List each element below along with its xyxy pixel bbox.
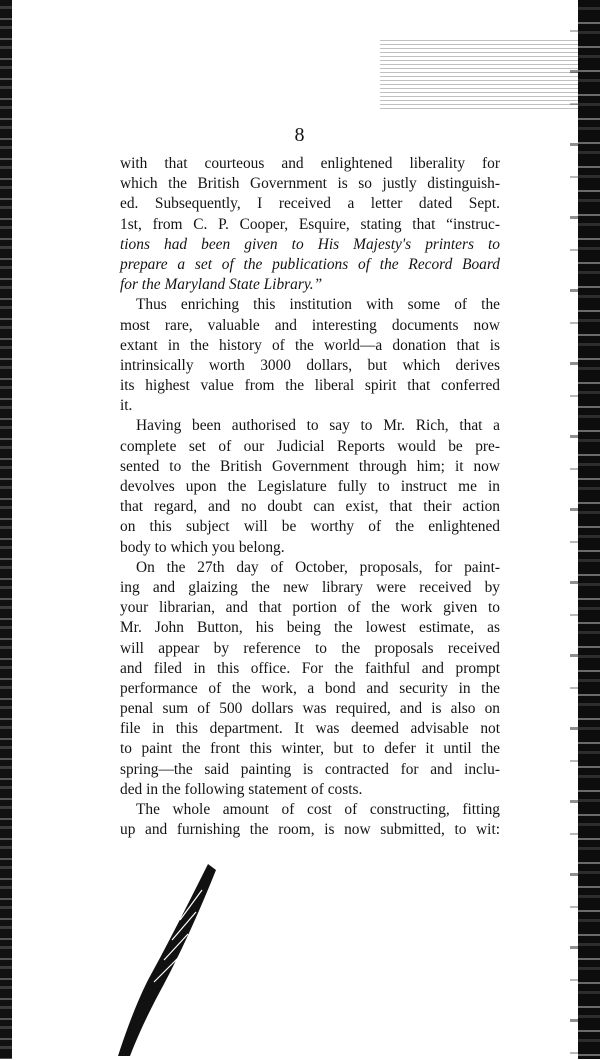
- text-line: Having been authorised to say to Mr. Rich, that a: [136, 417, 500, 435]
- text-line: ded in the following statement of costs.: [120, 780, 363, 798]
- text-line: extant in the history of the world—a donation that is: [120, 336, 500, 354]
- scan-edge-shadow: [570, 0, 578, 1059]
- text-line: ed. Subsequently, I received a letter dated Sept.: [120, 195, 500, 213]
- text-line: penal sum of 500 dollars was required, and is also on: [120, 700, 500, 718]
- text-line: Mr. John Button, his being the lowest estimate, as: [120, 619, 500, 637]
- scan-edge-right: [578, 0, 600, 1059]
- text-line: up and furnishing the room, is now submitted, to wit:: [120, 821, 500, 839]
- text-line: sented to the British Government through him; it now: [120, 457, 500, 475]
- text-line: your librarian, and that portion of the work given to: [120, 599, 500, 617]
- text-line: Thus enriching this institution with some of the: [136, 296, 500, 314]
- text-line: ing and glaizing the new library were received by: [120, 578, 500, 596]
- text-line: file in this department. It was deemed advisable not: [120, 720, 500, 738]
- page-number: 8: [294, 124, 306, 146]
- text-line: that regard, and no doubt can exist, that their action: [120, 498, 500, 516]
- body-text: [120, 154, 500, 840]
- text-line: for the Maryland State Library.”: [120, 276, 323, 294]
- text-line: devolves upon the Legislature fully to instruct me in: [120, 478, 500, 495]
- text-line: performance of the work, a bond and security in the: [120, 679, 500, 697]
- text-line: to paint the front this winter, but to defer it until the: [120, 740, 500, 758]
- text-line: which the British Government is so justly distinguish-: [120, 175, 500, 193]
- text-line: 1st, from C. P. Cooper, Esquire, stating that “instruc-: [120, 215, 500, 233]
- text-line: its highest value from the liberal spirit that conferred: [120, 377, 500, 395]
- text-line: complete set of our Judicial Reports would be pre-: [120, 437, 500, 455]
- text-line: on this subject will be worthy of the enlightened: [120, 518, 500, 536]
- text-line: intrinsically worth 3000 dollars, but which derives: [120, 356, 500, 374]
- text-line: with that courteous and enlightened liberality for: [120, 155, 500, 172]
- text-line: it.: [120, 397, 133, 415]
- text-line: spring—the said painting is contracted for and inclu-: [120, 760, 500, 778]
- text-line: The whole amount of cost of constructing, fitting: [136, 801, 500, 818]
- scan-edge-left: [0, 0, 12, 1059]
- bleed-through-marks: [380, 40, 580, 110]
- text-line: tions had been given to His Majesty's printers to: [120, 235, 500, 253]
- text-line: On the 27th day of October, proposals, for paint-: [136, 558, 500, 576]
- text-line: will appear by reference to the proposals received: [120, 639, 500, 657]
- text-line: body to which you belong.: [120, 538, 285, 556]
- text-line: most rare, valuable and interesting documents now: [120, 316, 500, 334]
- text-line: and filed in this office. For the faithful and prompt: [120, 659, 500, 677]
- text-line: prepare a set of the publications of the Record Board: [120, 255, 500, 273]
- ink-scribble-mark: [110, 860, 220, 1060]
